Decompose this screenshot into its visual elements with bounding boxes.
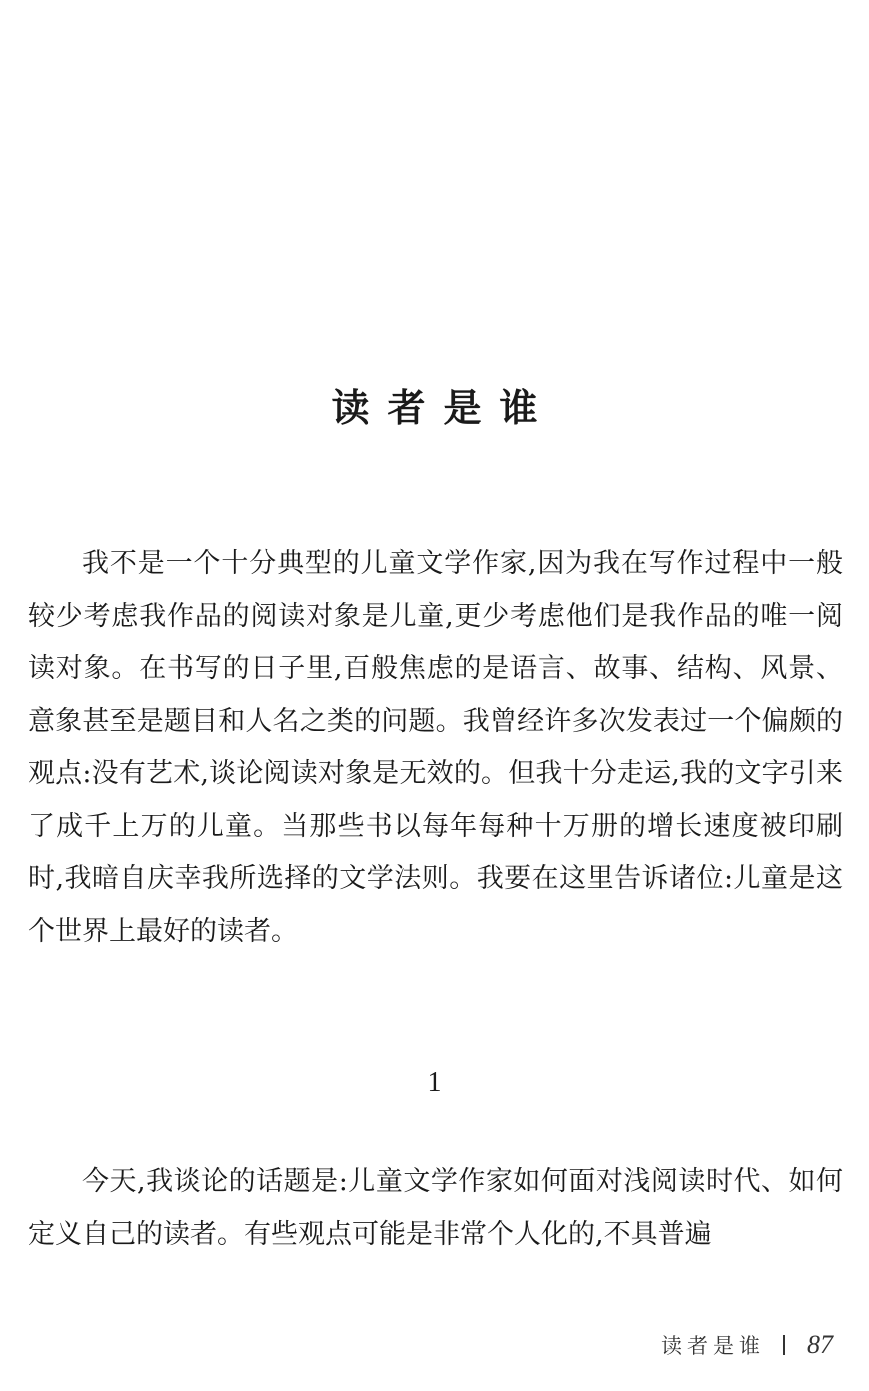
running-title: 读者是谁 bbox=[661, 1334, 765, 1358]
intro-paragraph: 我不是一个十分典型的儿童文学作家,因为我在写作过程中一般较少考虑我作品的阅读对象是儿童,更少考虑他们是我作品的唯一阅读对象。在书写的日子里,百般焦虑的是语言、故事、结构、风景、意象甚至是题目和人名之类的问题。我曾经许多次发表过一个偏颇的观点:没有艺术,谈论阅读对象是无效的。但我十分走运,我的文字引来了成千上万的儿童。当那些书以每年每种十万册的增长速度被印刷时,我暗自庆幸我所选择的文学法则。我要在这里告诉诸位:儿童是这个世界上最好的读者。 bbox=[28, 548, 843, 947]
page-footer bbox=[661, 1330, 833, 1360]
section-paragraph: 今天,我谈论的话题是:儿童文学作家如何面对浅阅读时代、如何定义自己的读者。有些观点可能是非常个人化的,不具普遍 bbox=[28, 1166, 843, 1250]
section-number: 1 bbox=[427, 1067, 442, 1098]
page-number: 87 bbox=[807, 1330, 833, 1359]
chapter-title: 读者是谁 bbox=[331, 386, 556, 430]
footer-divider bbox=[783, 1335, 785, 1355]
